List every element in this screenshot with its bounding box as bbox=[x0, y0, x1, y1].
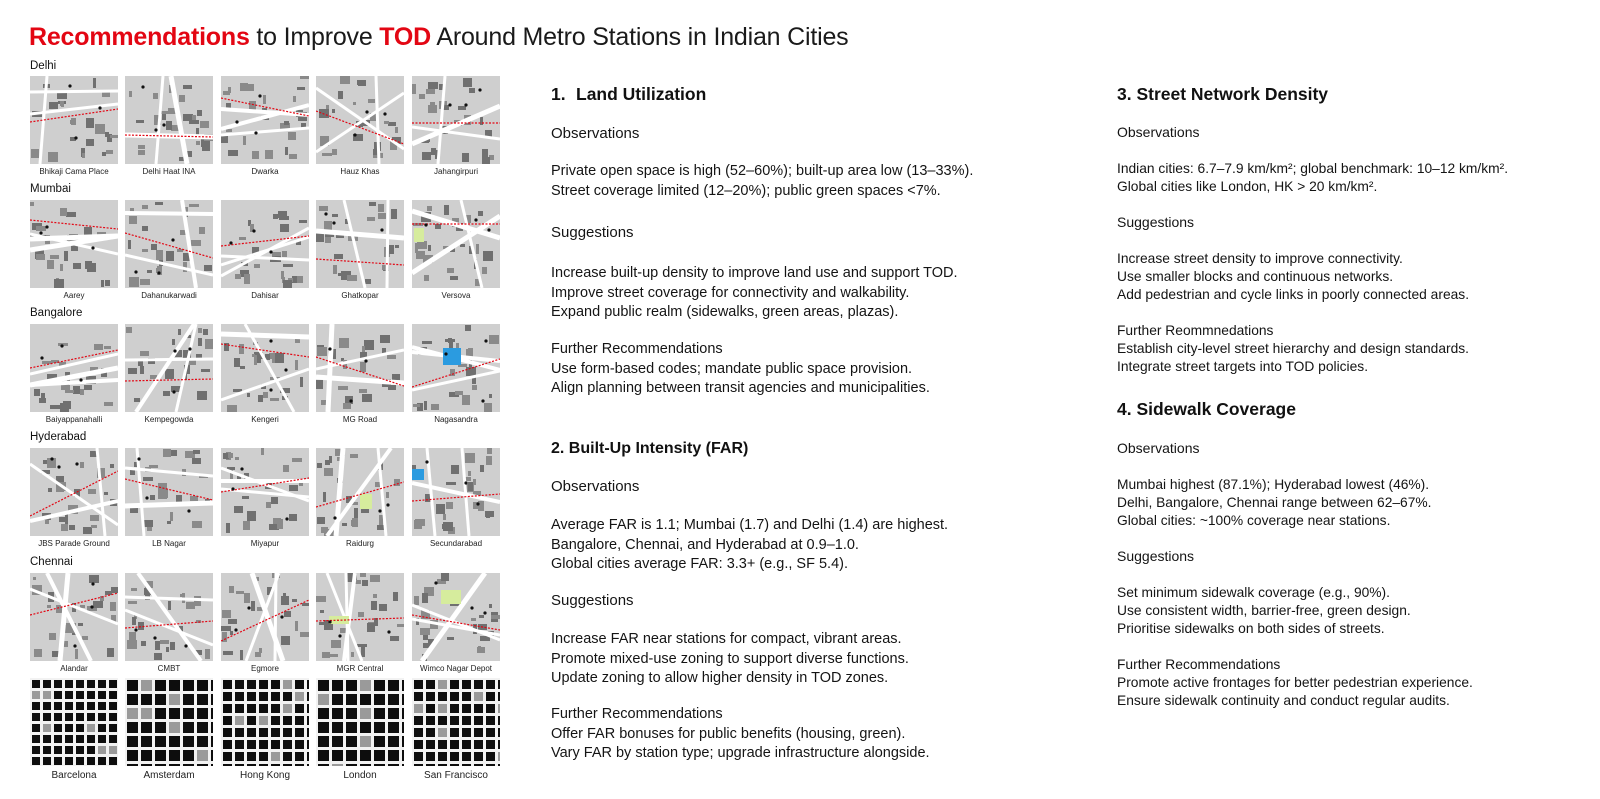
station-map-graphic bbox=[125, 573, 213, 661]
station-map-graphic bbox=[30, 200, 118, 288]
station-map-tile bbox=[316, 76, 404, 176]
station-map-tile bbox=[412, 200, 500, 300]
station-map-graphic bbox=[412, 573, 500, 661]
text-line: Use form-based codes; mandate public space provision. bbox=[551, 360, 913, 377]
title-accent-recommendations: Recommendations bbox=[29, 23, 250, 51]
street-observations bbox=[1117, 160, 1508, 196]
text-line: Global cities: ~100% coverage near stations. bbox=[1117, 513, 1391, 528]
station-map-graphic bbox=[316, 573, 404, 661]
land-observations-label: Observations bbox=[551, 125, 640, 142]
city-label: Bangalore bbox=[30, 307, 83, 319]
city-label: Chennai bbox=[30, 556, 73, 568]
station-label: Kempegowda bbox=[144, 415, 194, 424]
text-line: Expand public realm (sidewalks, green areas, plazas). bbox=[551, 304, 899, 320]
global-city-map-tile bbox=[412, 678, 500, 781]
station-map-graphic bbox=[30, 76, 118, 164]
station-map-tile bbox=[30, 200, 118, 300]
station-map-tile bbox=[125, 76, 213, 176]
station-map-tile bbox=[221, 324, 309, 424]
land-observations bbox=[551, 162, 973, 201]
station-map-grid bbox=[0, 0, 520, 799]
city-label: Mumbai bbox=[30, 183, 71, 195]
station-map-tile bbox=[316, 448, 404, 548]
station-label: Jahangirpuri bbox=[433, 167, 479, 176]
far-suggestions-label: Suggestions bbox=[551, 592, 634, 609]
global-city-map-tile bbox=[125, 678, 213, 781]
text-line: Global cities like London, HK > 20 km/km². bbox=[1117, 179, 1378, 194]
station-map-tile bbox=[125, 448, 213, 548]
text-line: Ensure sidewalk continuity and conduct regular audits. bbox=[1117, 693, 1450, 708]
global-city-label: Amsterdam bbox=[143, 770, 195, 781]
text-line: Street coverage limited (12–20%); public green spaces <7%. bbox=[551, 182, 941, 199]
street-network-title: 3. Street Network Density bbox=[1117, 84, 1329, 104]
station-label: Ghatkopar bbox=[341, 291, 379, 300]
station-label: Kengeri bbox=[251, 415, 279, 424]
station-label: MG Road bbox=[342, 415, 378, 424]
street-suggestions-label: Suggestions bbox=[1117, 214, 1195, 230]
station-map-tile bbox=[221, 448, 309, 548]
far-observations bbox=[551, 516, 948, 575]
text-line: Promote active frontages for better pedestrian experience. bbox=[1117, 675, 1473, 690]
station-map-tile bbox=[30, 324, 118, 424]
station-map-tile bbox=[412, 448, 500, 548]
station-map-graphic bbox=[125, 200, 213, 288]
global-city-label: Hong Kong bbox=[239, 770, 291, 781]
station-map-graphic bbox=[221, 678, 309, 766]
station-map-graphic bbox=[221, 200, 309, 288]
station-map-graphic bbox=[221, 76, 309, 164]
global-city-map-tile bbox=[30, 678, 118, 781]
station-label: Nagasandra bbox=[434, 415, 478, 424]
far-further bbox=[551, 705, 930, 764]
text-line: Update zoning to allow higher density in TOD zones. bbox=[551, 670, 889, 686]
text-line: Average FAR is 1.1; Mumbai (1.7) and Delhi (1.4) are highest. bbox=[551, 517, 949, 533]
station-map-graphic bbox=[316, 324, 404, 412]
far-suggestions bbox=[551, 630, 909, 689]
text-line: Align planning between transit agencies and municipalities. bbox=[551, 380, 930, 396]
global-city-label: Barcelona bbox=[51, 770, 97, 781]
station-map-tile bbox=[125, 200, 213, 300]
land-utilization-title bbox=[551, 84, 706, 105]
station-map-graphic bbox=[316, 200, 404, 288]
text-line: Offer FAR bonuses for public benefits (housing, green). bbox=[551, 725, 906, 742]
station-map-graphic bbox=[125, 678, 213, 766]
street-observations-label: Observations bbox=[1117, 124, 1200, 140]
land-suggestions-label: Suggestions bbox=[551, 224, 634, 241]
station-label: Hauz Khas bbox=[340, 167, 380, 176]
station-map-tile bbox=[30, 573, 118, 673]
text-line: Increase FAR near stations for compact, vibrant areas. bbox=[551, 631, 902, 647]
station-label: Wimco Nagar Depot bbox=[419, 664, 493, 673]
global-city-label: San Francisco bbox=[424, 770, 488, 781]
station-map-graphic bbox=[125, 448, 213, 536]
station-label: Alandar bbox=[60, 664, 88, 673]
station-label: Egmore bbox=[250, 664, 279, 673]
station-map-graphic bbox=[316, 678, 404, 766]
station-label: Baiyappanahalli bbox=[45, 415, 103, 424]
station-map-graphic bbox=[30, 678, 118, 766]
station-map-graphic bbox=[412, 678, 500, 766]
station-map-tile bbox=[30, 76, 118, 176]
land-further bbox=[551, 340, 930, 399]
text-line: Prioritise sidewalks on both sides of streets. bbox=[1117, 621, 1385, 636]
text-line: Use smaller blocks and continuous networks. bbox=[1117, 269, 1394, 284]
city-label: Hyderabad bbox=[30, 431, 87, 443]
text-line: Add pedestrian and cycle links in poorly connected areas. bbox=[1117, 287, 1470, 302]
station-label: Dahanukarwadi bbox=[141, 291, 197, 300]
station-map-graphic bbox=[221, 573, 309, 661]
global-city-map-tile bbox=[316, 678, 404, 781]
title-accent-tod: TOD bbox=[379, 23, 432, 51]
station-map-graphic bbox=[125, 76, 213, 164]
station-map-tile bbox=[221, 573, 309, 673]
station-label: Raidurg bbox=[345, 539, 374, 548]
station-label: CMBT bbox=[157, 664, 181, 673]
text-line: Mumbai highest (87.1%); Hyderabad lowest (46%). bbox=[1117, 477, 1430, 492]
station-map-graphic bbox=[412, 200, 500, 288]
station-label: Delhi Haat INA bbox=[142, 167, 196, 176]
further-label: Further Reommnedations bbox=[1117, 323, 1274, 338]
far-title: 2. Built-Up Intensity (FAR) bbox=[551, 440, 749, 457]
station-map-graphic bbox=[412, 76, 500, 164]
sidewalk-suggestions-label: Suggestions bbox=[1117, 548, 1195, 564]
land-suggestions bbox=[551, 264, 958, 323]
station-map-tile bbox=[125, 573, 213, 673]
sidewalk-coverage-title: 4. Sidewalk Coverage bbox=[1117, 399, 1296, 419]
station-map-tile bbox=[221, 76, 309, 176]
further-label: Further Recommendations bbox=[551, 341, 723, 357]
station-map-tile bbox=[412, 76, 500, 176]
text-line: Private open space is high (52–60%); built-up area low (13–33%). bbox=[551, 163, 974, 179]
station-map-tile bbox=[316, 573, 404, 673]
station-label: Versova bbox=[441, 291, 471, 300]
station-label: Secundarabad bbox=[429, 539, 483, 548]
station-label: MGR Central bbox=[336, 664, 384, 673]
station-map-tile bbox=[30, 448, 118, 548]
station-label: LB Nagar bbox=[152, 539, 186, 548]
text-line: Use consistent width, barrier-free, green design. bbox=[1117, 603, 1411, 618]
station-map-tile bbox=[221, 200, 309, 300]
text-line: Global cities average FAR: 3.3+ (e.g., SF 5.4). bbox=[551, 556, 848, 572]
text-line: Improve street coverage for connectivity and walkability. bbox=[551, 284, 910, 301]
station-map-graphic bbox=[316, 76, 404, 164]
station-label: Aarey bbox=[63, 291, 85, 300]
text-line: Bangalore, Chennai, and Hyderabad at 0.9–1.0. bbox=[551, 536, 859, 553]
land-utilization-heading: Land Utilization bbox=[576, 84, 707, 104]
text-line: Establish city-level street hierarchy and design standards. bbox=[1117, 341, 1469, 356]
sidewalk-observations-label: Observations bbox=[1117, 440, 1200, 456]
far-observations-label: Observations bbox=[551, 478, 640, 495]
street-suggestions bbox=[1117, 250, 1469, 304]
station-map-tile bbox=[316, 324, 404, 424]
sidewalk-observations bbox=[1117, 476, 1432, 530]
further-label: Further Recommendations bbox=[551, 706, 723, 722]
station-map-graphic bbox=[412, 324, 500, 412]
global-city-map-tile bbox=[221, 678, 309, 781]
title-text-2: Around Metro Stations in Indian Cities bbox=[431, 23, 849, 51]
station-map-graphic bbox=[30, 448, 118, 536]
text-line: Set minimum sidewalk coverage (e.g., 90%). bbox=[1117, 585, 1390, 600]
station-label: Miyapur bbox=[250, 539, 280, 548]
text-line: Integrate street targets into TOD policies. bbox=[1117, 359, 1369, 374]
station-map-graphic bbox=[30, 324, 118, 412]
station-label: JBS Parade Ground bbox=[38, 539, 110, 548]
street-further bbox=[1117, 322, 1469, 376]
station-map-graphic bbox=[316, 448, 404, 536]
text-line: Vary FAR by station type; upgrade infrastructure alongside. bbox=[551, 745, 930, 761]
title-text-1: to Improve bbox=[249, 23, 380, 51]
station-map-tile bbox=[412, 573, 500, 673]
sidewalk-suggestions bbox=[1117, 584, 1411, 638]
station-map-graphic bbox=[125, 324, 213, 412]
text-line: Indian cities: 6.7–7.9 km/km²; global benchmark: 10–12 km/km². bbox=[1117, 161, 1509, 176]
station-map-tile bbox=[316, 200, 404, 300]
station-label: Bhikaji Cama Place bbox=[39, 167, 109, 176]
text-line: Increase street density to improve connectivity. bbox=[1117, 251, 1403, 266]
station-map-graphic bbox=[412, 448, 500, 536]
sidewalk-further bbox=[1117, 656, 1473, 710]
further-label: Further Recommendations bbox=[1117, 657, 1281, 672]
station-label: Dwarka bbox=[251, 167, 279, 176]
text-line: Increase built-up density to improve land use and support TOD. bbox=[551, 265, 958, 281]
global-city-label: London bbox=[343, 770, 377, 781]
station-map-graphic bbox=[221, 324, 309, 412]
station-map-tile bbox=[125, 324, 213, 424]
city-label: Delhi bbox=[30, 60, 57, 72]
station-label: Dahisar bbox=[251, 291, 279, 300]
text-line: Delhi, Bangalore, Chennai range between 62–67%. bbox=[1117, 495, 1432, 510]
station-map-tile bbox=[412, 324, 500, 424]
station-map-graphic bbox=[30, 573, 118, 661]
station-map-graphic bbox=[221, 448, 309, 536]
land-utilization-number: 1. bbox=[551, 84, 566, 104]
text-line: Promote mixed-use zoning to support diverse functions. bbox=[551, 650, 909, 667]
